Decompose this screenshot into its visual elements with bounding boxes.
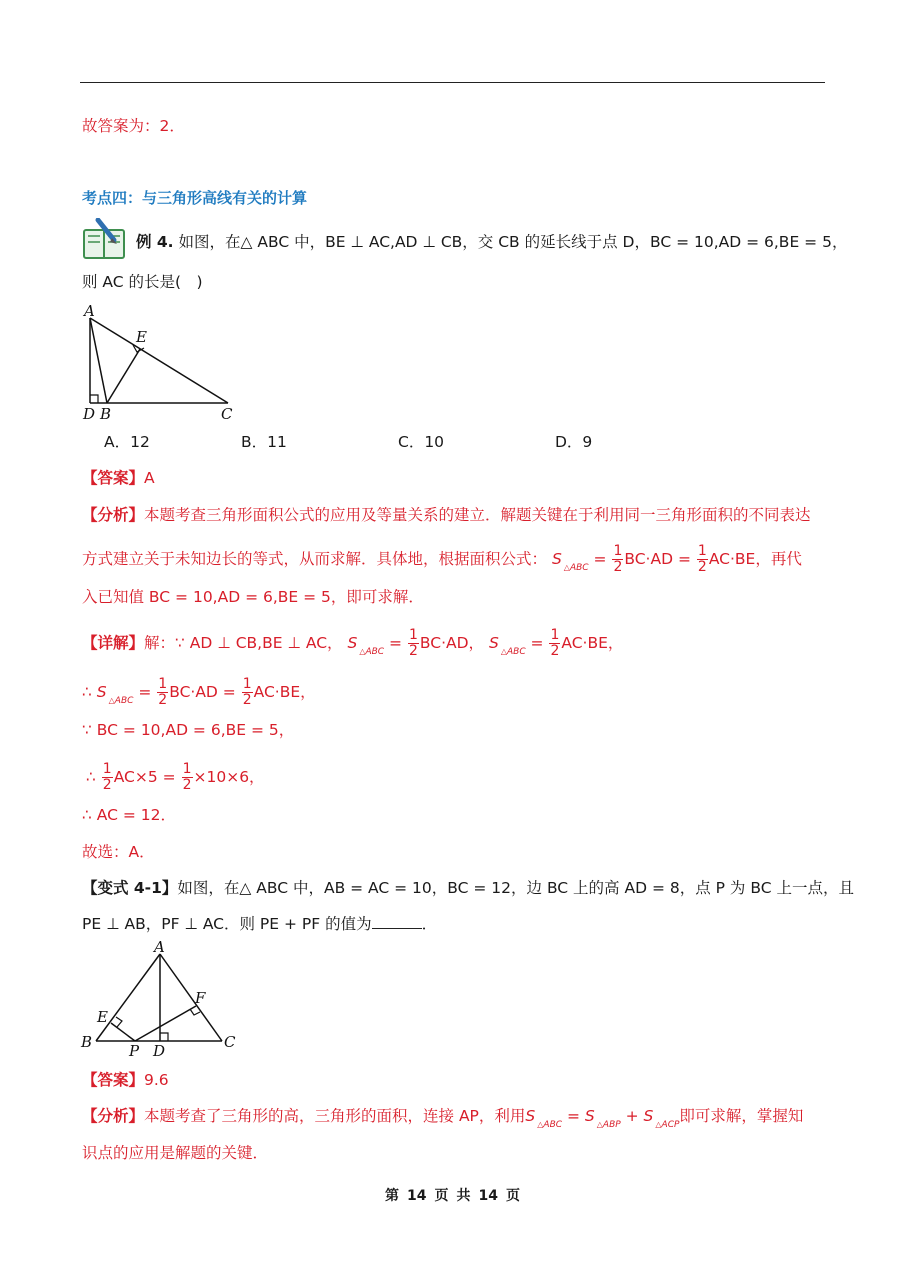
fig2-label-f: F [195,989,206,1007]
previous-answer: 故答案为：2． [82,117,185,135]
example-analysis-line1: 【分析】本题考查三角形面积公式的应用及等量关系的建立．解题关键在于利用同一三角形面积的不同表达 [82,506,811,524]
figure-isosceles-triangle-pe-pf [78,940,248,1060]
example-detail-line3: ∵ BC = 10,AD = 6,BE = 5， [82,721,295,739]
example-answer: 【答案】A [82,469,155,487]
fig1-label-c: C [221,405,233,423]
fraction-half: $\frac{1}{2}$ [182,761,192,793]
option-d[interactable]: D．9 [555,433,593,451]
fig1-label-b: B [100,405,112,423]
fig2-label-c: C [224,1033,236,1051]
fig2-label-b: B [81,1033,93,1051]
variant-tag: 【变式 4-1】 [82,879,178,897]
current-page: 14 [407,1188,427,1204]
variant-stem-line1: 【变式 4-1】如图，在△ ABC 中，AB = AC = 10，BC = 12，边 BC 上的高 AD = 8，点 P 为 BC 上一点，且 [82,879,854,897]
fig1-label-e: E [136,328,147,346]
example-stem-line1: 例 4. 如图，在△ ABC 中，BE ⊥ AC,AD ⊥ CB，交 CB 的延长线于点 D，BC = 10,AD = 6,BE = 5， [136,233,848,251]
example-detail-line2: ∴ S $_{\triangle ABC}$ = $\frac{1}{2}$ BC·AD = $\frac{1}{2}$ AC·BE， [82,676,316,708]
answer-blank[interactable] [372,914,422,929]
variant-answer: 【答案】9.6 [82,1071,169,1089]
variant-analysis-line1: 【分析】本题考查了三角形的高，三角形的面积，连接 AP，利用S $_{\triangle ABC}$ = S $_{\triangle ABP}$ + S $_{\triangle ACP}$即可求解，掌握知 [82,1107,804,1130]
total-pages: 14 [478,1188,498,1204]
example-detail-line5: ∴ AC = 12． [82,806,177,824]
fraction-half: $\frac{1}{2}$ [550,627,560,659]
example-analysis-line3: 入已知值 BC = 10,AD = 6,BE = 5，即可求解． [82,588,424,606]
fig2-label-p: P [129,1042,140,1060]
fig1-label-a: A [84,302,95,320]
fraction-half: $\frac{1}{2}$ [613,543,623,575]
header-rule [80,82,825,83]
option-a[interactable]: A．12 [104,433,150,451]
fraction-half: $\frac{1}{2}$ [102,761,112,793]
fraction-half: $\frac{1}{2}$ [158,676,168,708]
fraction-half: $\frac{1}{2}$ [697,543,707,575]
variant-stem-line2: PE ⊥ AB，PF ⊥ AC．则 PE + PF 的值为 ． [82,915,438,933]
section-title: 考点四：与三角形高线有关的计算 [82,189,308,207]
example-label: 例 4. [136,233,174,251]
variant-analysis-line2: 识点的应用是解题的关键． [82,1144,269,1162]
fig1-label-d: D [83,405,96,423]
fig2-label-e: E [97,1008,108,1026]
fraction-half: $\frac{1}{2}$ [408,627,418,659]
fig2-label-d: D [153,1042,166,1060]
option-c[interactable]: C．10 [398,433,445,451]
page-footer: 第 14 页 共 14 页 [385,1188,520,1204]
example-analysis-line2: 方式建立关于未知边长的等式，从而求解．具体地，根据面积公式： S $_{\triangle ABC}$ = $\frac{1}{2}$ BC·AD = $\frac{1}{2}$ AC·BE，再代 [82,543,802,575]
notebook-pencil-icon [82,218,132,262]
figure-triangle-abc-altitudes [80,300,250,425]
example-detail-line4: ∴ $\frac{1}{2}$ AC×5 = $\frac{1}{2}$ ×10×6， [86,761,265,793]
fig2-label-a: A [154,940,165,956]
example-stem-line2: 则 AC 的长是( ) [82,273,203,291]
example-detail-line1: 【详解】解：∵ AD ⊥ CB,BE ⊥ AC， S $_{\triangle ABC}$ = $\frac{1}{2}$ BC·AD， S $_{\triangle ABC}$ = $\frac{1}{2}$ AC·BE， [82,627,624,659]
fraction-half: $\frac{1}{2}$ [242,676,252,708]
example-conclusion: 故选：A． [82,843,155,861]
option-b[interactable]: B．11 [241,433,287,451]
